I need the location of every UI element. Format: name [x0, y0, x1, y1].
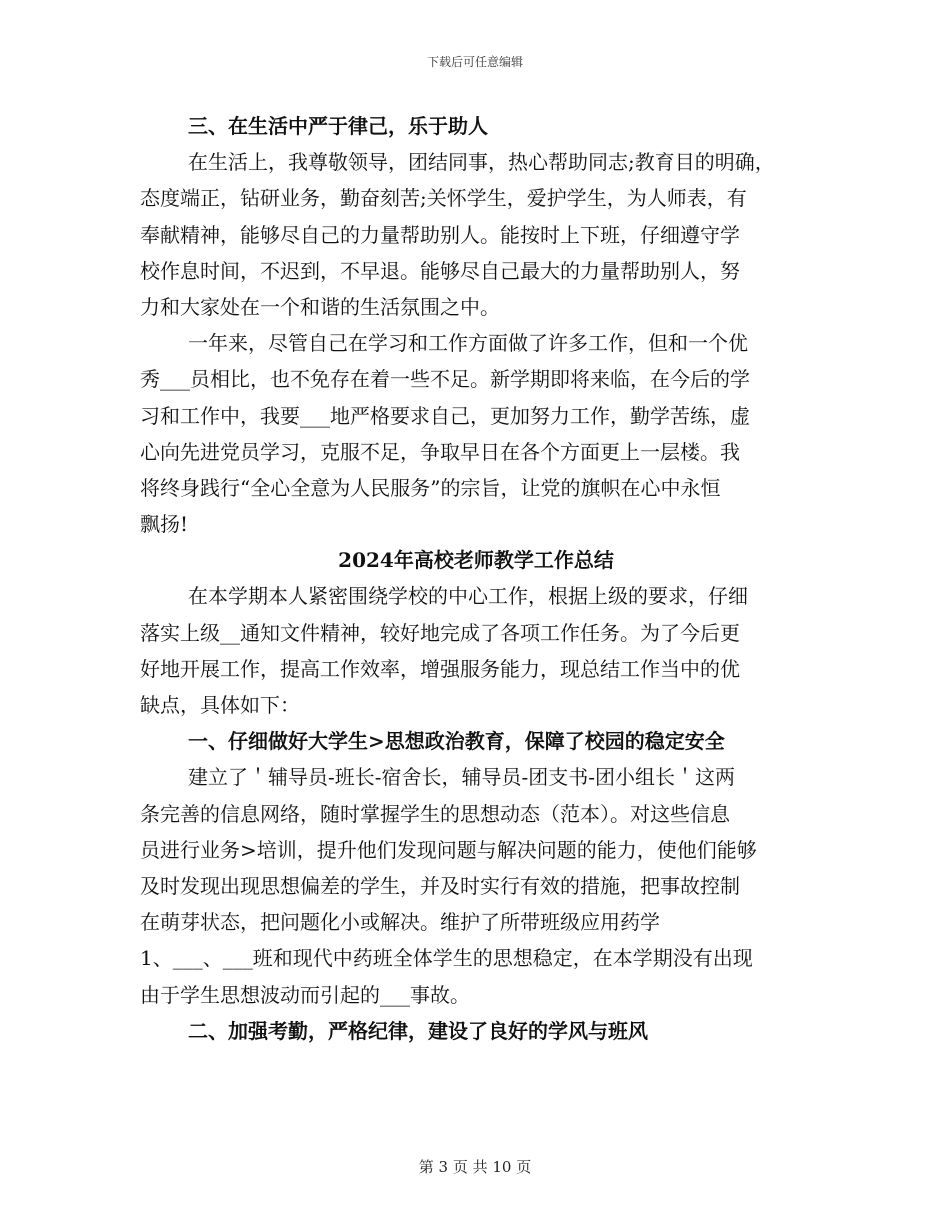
paragraph-line: 秀___员相比，也不免存在着一些不足。新学期即将来临，在今后的学	[140, 367, 750, 392]
paragraph-line: 力和大家处在一个和谐的生活氛围之中。	[140, 294, 500, 319]
paragraph-line: 一年来，尽管自己在学习和工作方面做了许多工作，但和一个优	[188, 331, 748, 356]
paragraph-line: 好地开展工作，提高工作效率，增强服务能力，现总结工作当中的优	[140, 656, 740, 681]
paragraph-line: 将终身践行“全心全意为人民服务”的宗旨，让党的旗帜在心中永恒	[140, 475, 721, 500]
paragraph-line: 员进行业务>培训，提升他们发现问题与解决问题的能力，使他们能够	[140, 837, 757, 862]
section-heading-one: 一、仔细做好大学生>思想政治教育，保障了校园的稳定安全	[188, 729, 725, 754]
paragraph-line: 及时发现出现思想偏差的学生，并及时实行有效的措施，把事故控制	[140, 873, 740, 898]
document-body	[140, 108, 812, 1049]
paragraph-line: 1、___、___班和现代中药班全体学生的思想稳定，在本学期没有出现	[140, 946, 753, 971]
section-heading-two: 二、加强考勤，严格纪律，建设了良好的学风与班风	[188, 1018, 648, 1043]
paragraph-line: 落实上级__通知文件精神，较好地完成了各项工作任务。为了今后更	[140, 620, 740, 645]
paragraph-line: 在生活上，我尊敬领导，团结同事，热心帮助同志;教育目的明确，	[188, 150, 775, 175]
paragraph-line: 建立了＇辅导员-班长-宿舍长，辅导员-团支书-团小组长＇这两	[188, 765, 736, 790]
paragraph-line: 飘扬!	[140, 512, 189, 537]
document-title: 2024年高校老师教学工作总结	[338, 548, 614, 573]
paragraph-line: 缺点，具体如下：	[140, 693, 300, 717]
paragraph-line: 习和工作中，我要___地严格要求自己，更加努力工作，勤学苦练，虚	[140, 403, 750, 428]
paragraph-line: 由于学生思想波动而引起的___事故。	[140, 982, 470, 1007]
paragraph-line: 心向先进党员学习，克服不足，争取早日在各个方面更上一层楼。我	[140, 439, 740, 464]
paragraph-line: 在本学期本人紧密围绕学校的中心工作，根据上级的要求，仔细	[188, 584, 748, 609]
page-header-note: 下载后可任意编辑	[426, 55, 523, 69]
section-heading-three: 三、在生活中严于律己，乐于助人	[188, 114, 488, 138]
paragraph-line: 条完善的信息网络，随时掌握学生的思想动态（范本）。对这些信息	[140, 801, 730, 826]
paragraph-line: 奉献精神，能够尽自己的力量帮助别人。能按时上下班，仔细遵守学	[140, 222, 740, 247]
paragraph-line: 在萌芽状态，把问题化小或解决。维护了所带班级应用药学	[140, 910, 660, 935]
paragraph-line: 态度端正，钻研业务，勤奋刻苦;关怀学生，爱护学生，为人师表，有	[140, 186, 747, 211]
page-number-footer: 第 3 页 共 10 页	[418, 1158, 532, 1176]
paragraph-line: 校作息时间，不迟到，不早退。能够尽自己最大的力量帮助别人，努	[140, 258, 740, 283]
